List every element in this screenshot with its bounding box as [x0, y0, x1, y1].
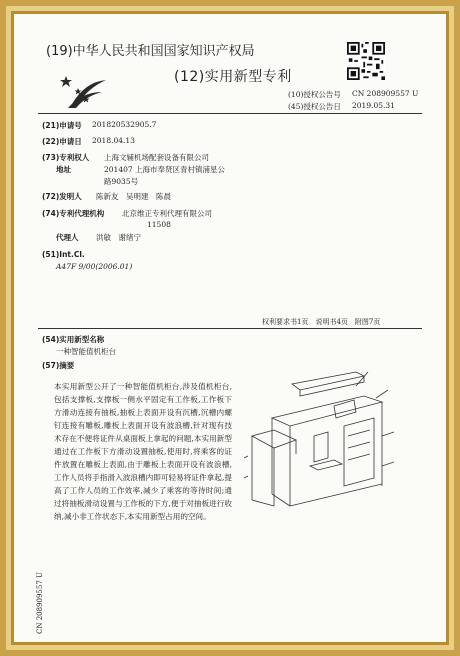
- patent-page: [14, 14, 446, 642]
- grant-date: 2019.05.31: [352, 101, 395, 110]
- inventors-label: (72)发明人: [42, 192, 82, 201]
- grant-no: CN 208909557 U: [352, 89, 419, 98]
- header-divider: [38, 113, 422, 114]
- agents-label: 代理人: [56, 233, 79, 242]
- office-name: (19)中华人民共和国国家知识产权局: [46, 44, 255, 59]
- app-no: 201820532905.7: [92, 120, 157, 129]
- intcl-label: (51)Int.Cl.: [42, 250, 85, 259]
- address-label: 地址: [56, 165, 71, 174]
- section-divider: [38, 328, 422, 329]
- side-publication-number: CN 208909557 U: [36, 572, 44, 634]
- document-type: (12)实用新型专利: [174, 69, 292, 85]
- patentee-label: (73)专利权人: [42, 153, 90, 162]
- qr-code-icon: [347, 42, 385, 80]
- counter-drawing: [244, 366, 394, 536]
- grant-date-label: (45)授权公告日: [288, 102, 341, 111]
- address-line-1: 201407 上海市奉贤区青村镇浦星公: [104, 165, 226, 174]
- app-date-label: (22)申请日: [42, 137, 82, 146]
- address-line-2: 路9035号: [104, 177, 139, 186]
- pages-info: 权利要求书1页 说明书4页 附图7页: [262, 318, 381, 326]
- app-no-label: (21)申请号: [42, 121, 82, 130]
- cnipa-logo-icon: [58, 74, 112, 114]
- app-date: 2018.04.13: [92, 136, 135, 145]
- inventors: 陈新友 吴明建 陈晨: [96, 192, 171, 201]
- agency-line-2: 11508: [147, 220, 171, 229]
- abstract-text: 本实用新型公开了一种智能值机柜台,涉及值机柜台,包括支撑板,支撑板一侧水平固定有工作板,工作板下方滑动连接有抽板,抽板上表面开设有沉槽,沉槽内螺钉连接有雕板,雕板上表面开设有波浪槽,针对现有技术存在不便将证件从桌面板上拿起的问题,本实用新型通过在工作板下方滑动设置抽板,使用时,将乘客的证件放置在雕板上表面,由于雕板上表面开设有波浪槽,工作人员将手指滑入波浪槽内即可轻易将证件拿起,提高了工作人员的工作效率,减少了乘客的等待时间;通过将抽板滑动设置与工作板的下方,便于对抽板进行收纳,减小非工作状态下,本实用新型占用的空间。: [54, 382, 232, 521]
- utility-model-title: 一种智能值机柜台: [56, 347, 116, 356]
- grant-no-label: (10)授权公告号: [288, 90, 341, 99]
- agency-line-1: 北京维正专利代理有限公司: [122, 209, 212, 218]
- abstract-label: (57)摘要: [42, 361, 75, 370]
- agency-label: (74)专利代理机构: [42, 209, 105, 218]
- title-label: (54)实用新型名称: [42, 335, 105, 344]
- patentee: 上海文辅机场配套设备有限公司: [104, 153, 209, 162]
- intcl-value: A47F 9/00(2006.01): [56, 262, 133, 271]
- agents: 洪敏 谢绪宁: [96, 233, 141, 242]
